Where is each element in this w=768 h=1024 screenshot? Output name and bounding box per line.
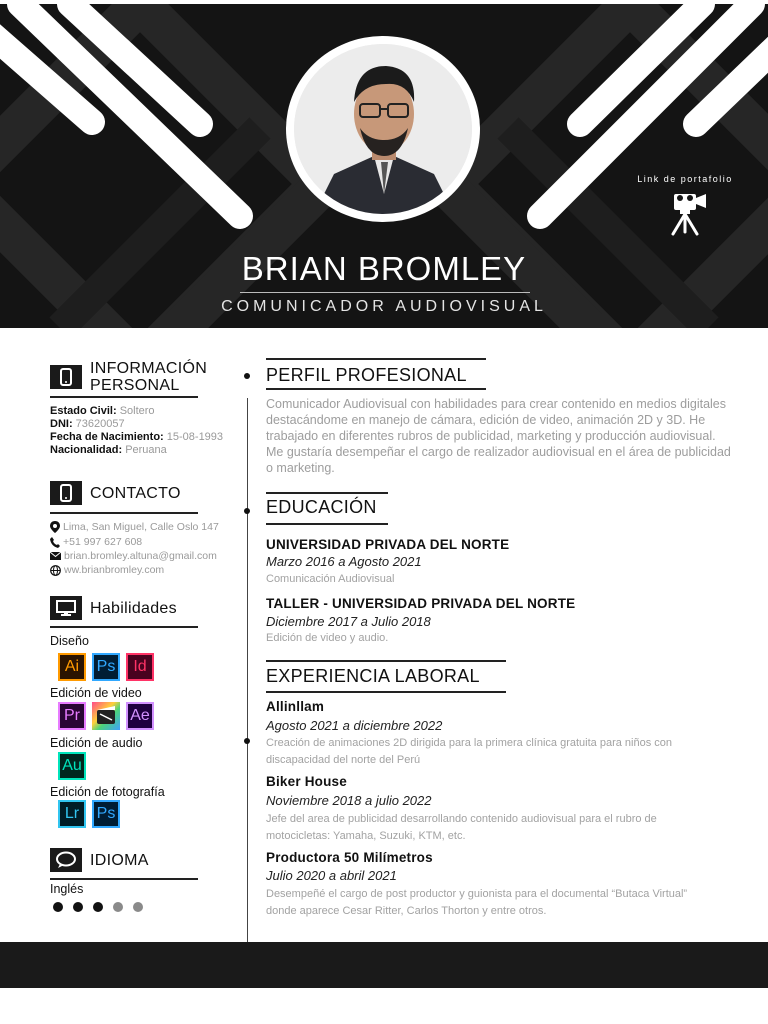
skills-title: Habilidades (90, 599, 177, 617)
illustrator-icon: Ai (58, 653, 86, 681)
contact-address: Lima, San Miguel, Calle Oslo 147 (50, 521, 219, 533)
experience-heading: EXPERIENCIA LABORAL (266, 666, 480, 686)
name-divider (240, 292, 530, 293)
profile-top-rule (266, 358, 486, 360)
info-row-dni: DNI: 73620057 (50, 418, 125, 430)
phone-handset-icon (50, 537, 60, 548)
skill-apps-design (58, 653, 154, 681)
rating-dot-filled (53, 902, 63, 912)
education-date: Diciembre 2017 a Julio 2018 (266, 614, 431, 629)
education-org: UNIVERSIDAD PRIVADA DEL NORTE (266, 537, 510, 552)
lightroom-icon: Lr (58, 800, 86, 828)
contact-phone[interactable]: +51 997 627 608 (50, 536, 142, 548)
footer-band (0, 942, 768, 988)
education-heading: EDUCACIÓN (266, 497, 377, 517)
info-row-nationality: Nacionalidad: Peruana (50, 444, 167, 456)
timeline-bullet (244, 508, 250, 514)
timeline-bullet (244, 738, 250, 744)
experience-date: Noviembre 2018 a julio 2022 (266, 793, 432, 808)
language-level-rating (53, 902, 143, 912)
candidate-name: BRIAN BROMLEY (241, 250, 527, 287)
education-desc: Edición de video y audio. (266, 632, 389, 644)
experience-bottom-rule (266, 691, 506, 693)
contact-heading (50, 481, 181, 505)
rating-dot-empty (133, 902, 143, 912)
experience-date: Julio 2020 a abril 2021 (266, 868, 397, 883)
skill-category-video: Edición de video (50, 686, 142, 700)
experience-org: Biker House (266, 774, 347, 789)
phone-icon (50, 365, 82, 389)
skill-category-audio: Edición de audio (50, 736, 143, 750)
rating-dot-filled (93, 902, 103, 912)
phone-icon (50, 481, 82, 505)
skills-divider (50, 626, 198, 628)
education-top-rule (266, 492, 388, 494)
language-title: IDIOMA (90, 851, 149, 869)
mail-icon (50, 552, 61, 560)
rating-dot-filled (73, 902, 83, 912)
skill-apps-video (58, 702, 154, 730)
personal-info-divider (50, 396, 198, 398)
globe-icon (50, 565, 61, 576)
contact-title: CONTACTO (90, 484, 181, 502)
portrait-illustration (294, 44, 472, 214)
contact-divider (50, 512, 198, 514)
avatar (294, 44, 472, 214)
rating-dot-empty (113, 902, 123, 912)
education-date: Marzo 2016 a Agosto 2021 (266, 554, 422, 569)
header-banner (0, 4, 768, 328)
photoshop-icon: Ps (92, 800, 120, 828)
experience-date: Agosto 2021 a diciembre 2022 (266, 718, 443, 733)
info-row-birthdate: Fecha de Nacimiento: 15-08-1993 (50, 431, 224, 443)
personal-info-heading (50, 360, 207, 394)
language-name: Inglés (50, 882, 84, 896)
profile-heading: PERFIL PROFESIONAL (266, 365, 467, 385)
education-desc: Comunicación Audiovisual (266, 573, 395, 585)
location-icon (50, 521, 60, 533)
camera-icon[interactable] (668, 190, 710, 236)
contact-email[interactable]: brian.bromley.altuna@gmail.com (50, 550, 217, 562)
education-bottom-rule (266, 523, 388, 525)
monitor-icon (50, 596, 82, 620)
language-heading (50, 848, 149, 872)
language-divider (50, 878, 198, 880)
candidate-title: COMUNICADOR AUDIOVISUAL (221, 298, 547, 315)
speech-bubble-icon (50, 848, 82, 872)
skills-heading (50, 596, 177, 620)
experience-desc: Creación de animaciones 2D dirigida para la primera clínica gratuita para niños con discapacidad del norte del Perú (266, 737, 672, 766)
timeline-line (247, 398, 248, 942)
indesign-icon: Id (126, 653, 154, 681)
info-row-civil-status: Estado Civil: Soltero (50, 405, 155, 417)
timeline-bullet (244, 373, 250, 379)
contact-website[interactable]: ww.brianbromley.com (50, 564, 164, 576)
experience-org: Allinllam (266, 699, 325, 714)
experience-top-rule (266, 660, 506, 662)
audition-icon: Au (58, 752, 86, 780)
premiere-icon: Pr (58, 702, 86, 730)
profile-bottom-rule (266, 388, 486, 390)
portfolio-link[interactable]: Link de portafolio (637, 174, 733, 184)
skill-apps-audio (58, 752, 86, 780)
skill-apps-photo (58, 800, 120, 828)
experience-org: Productora 50 Milímetros (266, 850, 433, 865)
skill-category-design: Diseño (50, 634, 89, 648)
profile-text: Comunicador Audiovisual con habilidades para crear contenido en medios digitales destacándome en manejo de cámara, edición de video, animación 2D y 3D. He trabajado en diferentes rubros de publicidad, marketing y producción audiovisual. Me gustaría desempeñar el cargo de realizador audiovisual en el área de publicidad o marketing. (266, 397, 731, 475)
education-org: TALLER - UNIVERSIDAD PRIVADA DEL NORTE (266, 596, 576, 611)
skill-category-photo: Edición de fotografía (50, 785, 165, 799)
photoshop-icon: Ps (92, 653, 120, 681)
final-cut-icon (92, 702, 120, 730)
after-effects-icon: Ae (126, 702, 154, 730)
experience-desc: Jefe del area de publicidad desarrollando contenido audiovisual para el rubro de motocicletas: Yamaha, Suzuki, KTM, etc. (266, 813, 657, 842)
experience-desc: Desempeñé el cargo de post productor y guionista para el documental “Butaca Virtual” donde aparece Cesar Ritter, Carlos Thorton y entre otros. (266, 888, 688, 917)
personal-info-title: INFORMACIÓN PERSONAL (90, 360, 208, 394)
